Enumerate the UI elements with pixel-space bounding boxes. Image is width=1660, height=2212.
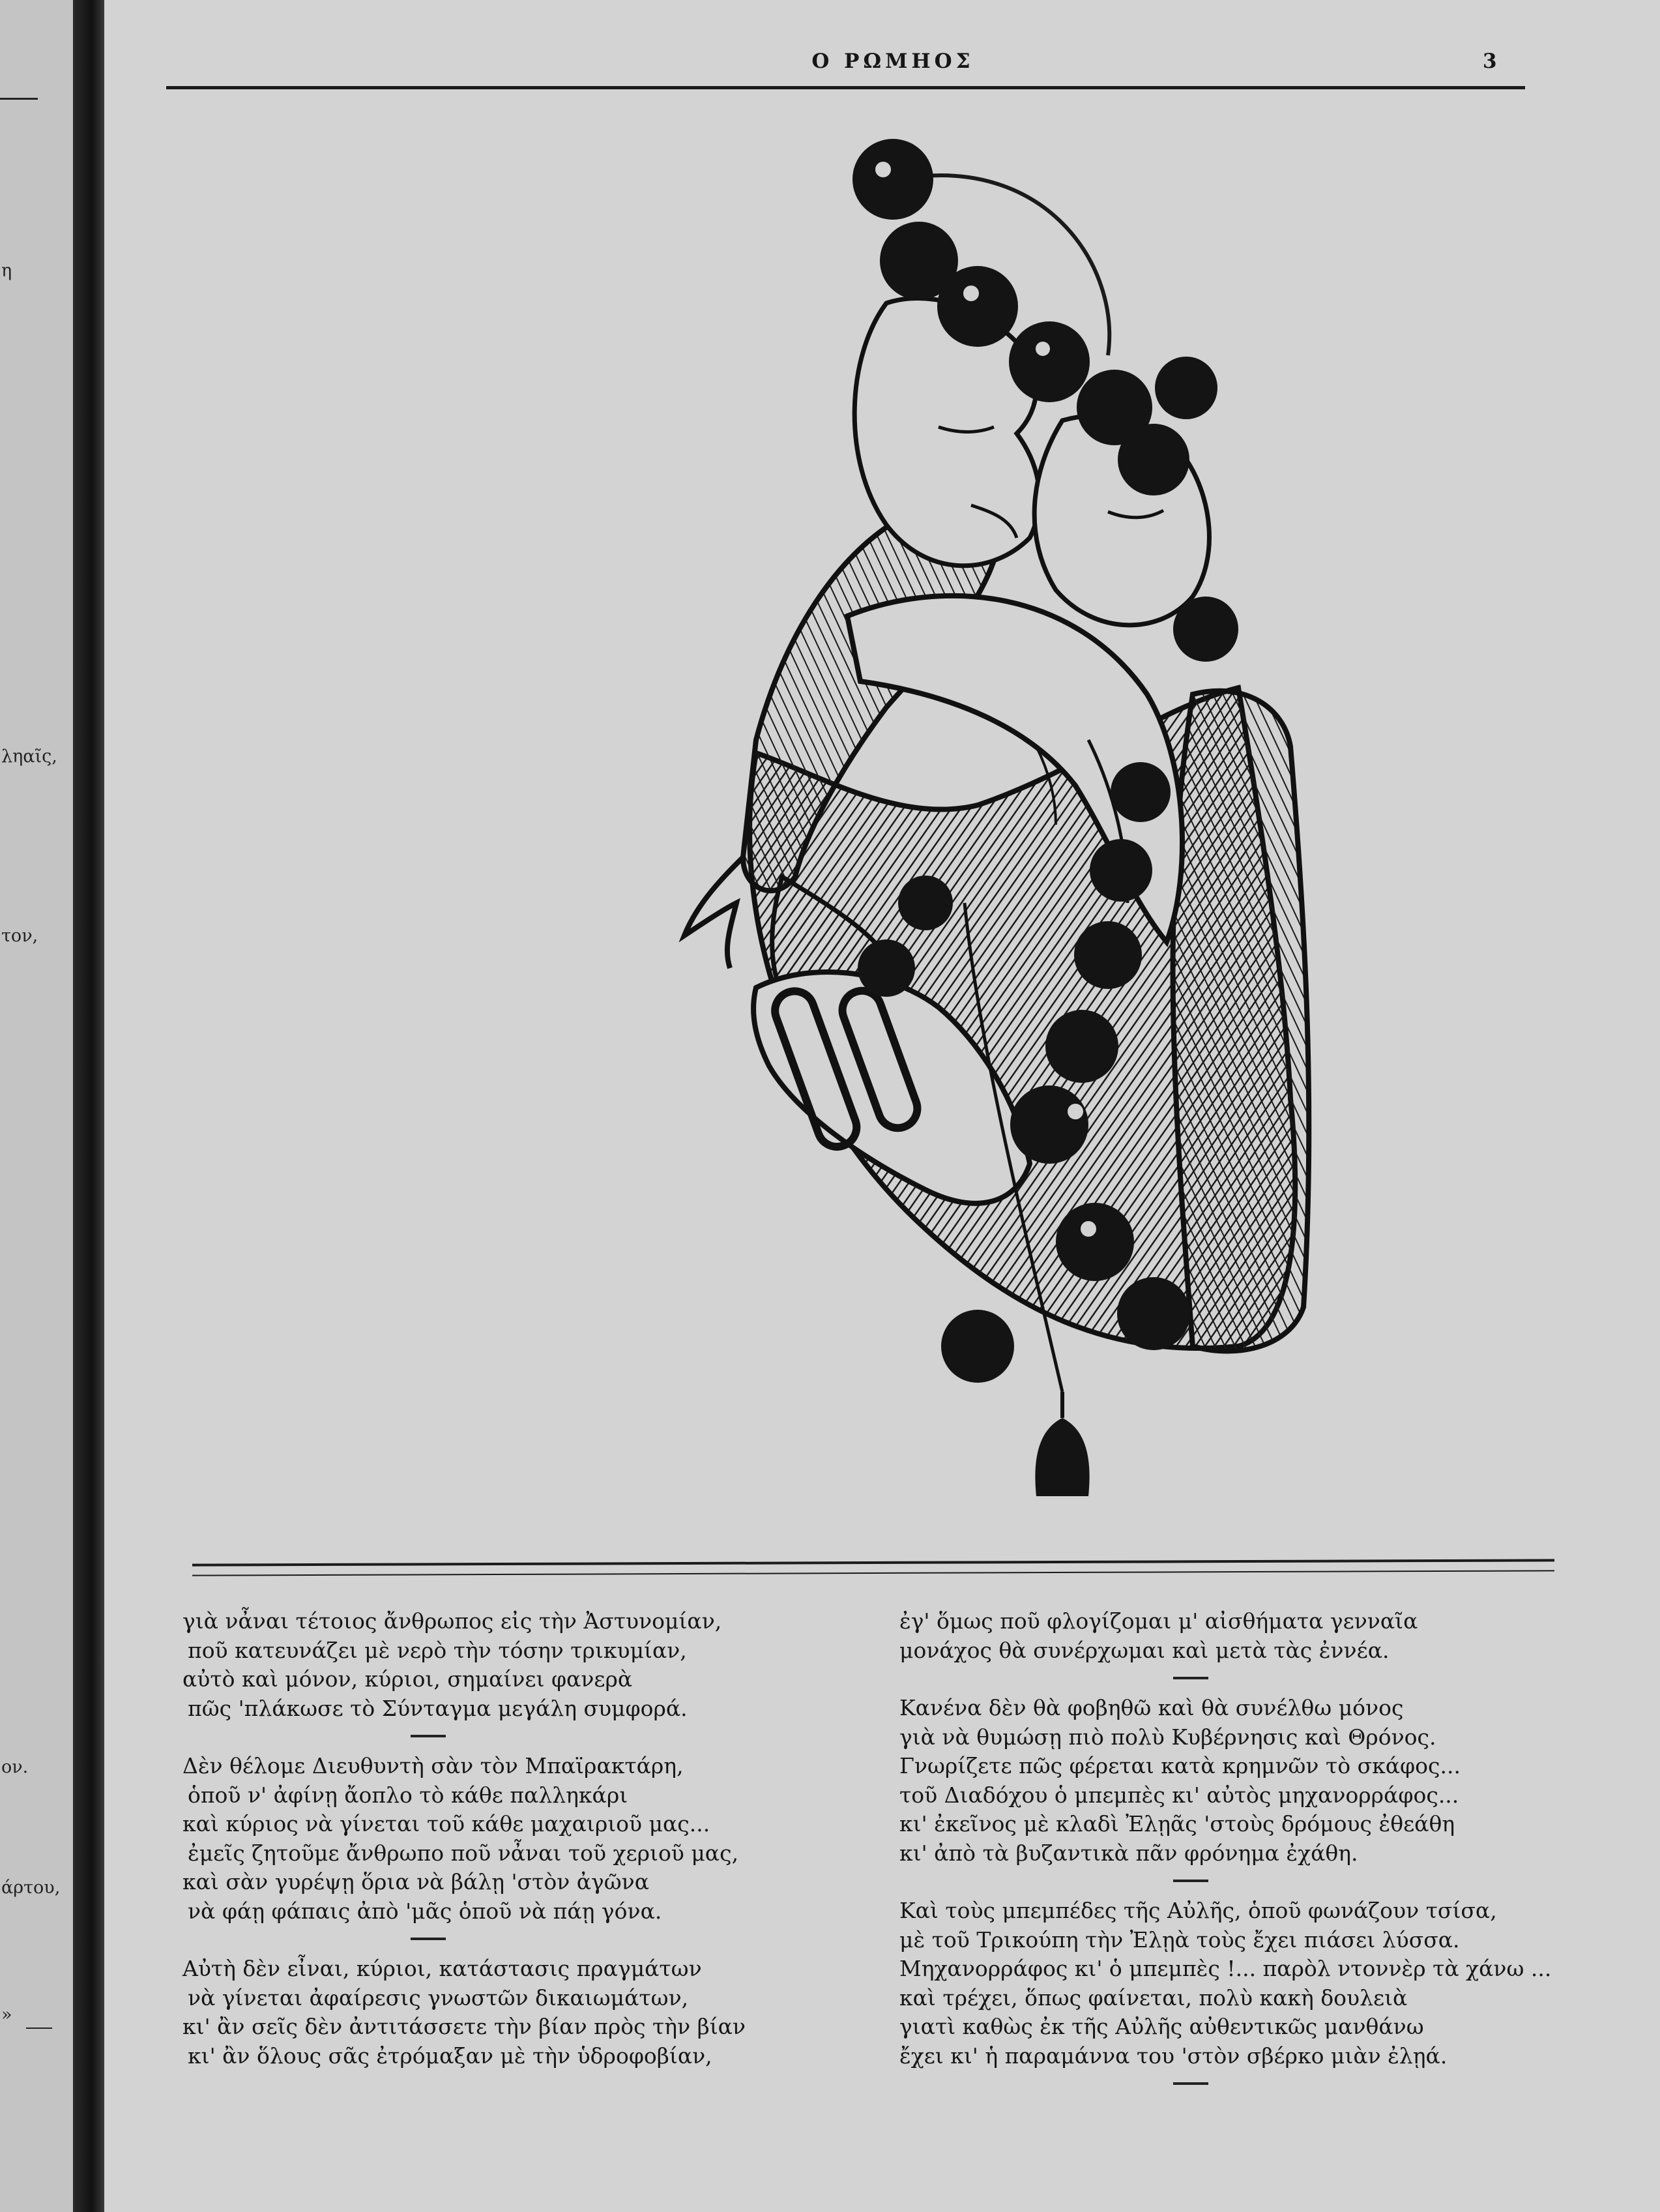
verse-line: καὶ τρέχει, ὅπως φαίνεται, πολὺ κακὴ δουλειὰ [899, 1984, 1408, 2011]
previous-page-rule [0, 98, 38, 100]
verse-line: Κανένα δὲν θὰ φοβηθῶ καὶ θὰ συνέλθω μόνος [899, 1695, 1404, 1720]
stanza-divider [1173, 1880, 1208, 1882]
verse-line: γιατὶ καθὼς ἐκ τῆς Αὐλῆς αὐθεντικῶς μανθάνω [899, 2014, 1424, 2039]
stanza [899, 1896, 1551, 2071]
poem-column-right [899, 1607, 1551, 2099]
verse-line: αὐτὸ καὶ μόνον, κύριοι, σημαίνει φανερὰ [182, 1666, 633, 1692]
verse-line: καὶ σὰν γυρέψῃ ὅρια νὰ βάλῃ 'στὸν ἀγῶνα [182, 1869, 650, 1895]
previous-page-fragment: » [1, 2005, 12, 2025]
poem-column-left [182, 1607, 834, 2071]
verse-line: κι' ἂν σεῖς δὲν ἀντιτάσσετε τὴν βίαν πρὸς τὴν βίαν [182, 2014, 746, 2039]
stanza [899, 1694, 1551, 1868]
header-rule [166, 86, 1525, 89]
previous-page-fragment: άρτου, [1, 1878, 61, 1898]
verse-line: νὰ γίνεται ἀφαίρεσις γνωστῶν δικαιωμάτων, [188, 1984, 689, 2011]
page-number: 3 [1483, 50, 1497, 73]
verse-line: γιὰ νἆναι τέτοιος ἄνθρωπος εἰς τὴν Ἀστυνομίαν, [182, 1608, 722, 1634]
stanza [182, 1954, 834, 2071]
stanza [899, 1607, 1551, 1665]
stanza-divider [411, 1735, 446, 1737]
verse-line: γιὰ νὰ θυμώσῃ πιὸ πολὺ Κυβέρνησις καὶ Θρόνος. [899, 1724, 1436, 1750]
verse-line: ὁποῦ ν' ἀφίνῃ ἄοπλο τὸ κάθε παλληκάρι [188, 1782, 628, 1808]
verse-line: ἔχει κι' ἡ παραμάννα του 'στὸν σβέρκο μιὰν ἐλῃά. [899, 2042, 1448, 2069]
section-rule-top [192, 1559, 1554, 1566]
verse-line: ποῦ κατευνάζει μὲ νερὸ τὴν τόσην τρικυμίαν, [188, 1637, 687, 1663]
previous-page-fragment: ληαῖς, [1, 746, 57, 767]
page-title: Ο ΡΩΜΗΟΣ [811, 50, 974, 73]
verse-line: ἐμεῖς ζητοῦμε ἄνθρωπο ποῦ νἆναι τοῦ χεριοῦ μας, [188, 1840, 739, 1866]
verse-line: κι' ἂν ὅλους σᾶς ἐτρόμαξαν μὲ τὴν ὑδροφοβίαν, [188, 2042, 712, 2069]
previous-page-rule [26, 2028, 52, 2029]
woodcut-caricature-icon [391, 121, 1460, 1522]
previous-page-edge [0, 0, 73, 2212]
previous-page-fragment: η [1, 261, 12, 281]
verse-line: νὰ φάῃ φάπαις ἀπὸ 'μᾶς ὁποῦ νὰ πάῃ γόνα. [188, 1898, 662, 1924]
verse-line: κι' ἀπὸ τὰ βυζαντικὰ πᾶν φρόνημα ἐχάθη. [899, 1840, 1358, 1866]
previous-page-fragment: τον, [1, 926, 38, 946]
newspaper-page [104, 0, 1660, 2212]
verse-line: πῶς 'πλάκωσε τὸ Σύνταγμα μεγάλη συμφορά. [188, 1695, 688, 1721]
verse-line: καὶ κύριος νὰ γίνεται τοῦ κάθε μαχαιριοῦ μας... [182, 1811, 710, 1836]
verse-line: Γνωρίζετε πῶς φέρεται κατὰ κρημνῶν τὸ σκάφος... [899, 1753, 1461, 1778]
stanza [182, 1607, 834, 1723]
verse-line: Μηχανορράφος κι' ὁ μπεμπὲς !... παρὸλ ντοννὲρ τὰ χάνω ... [899, 1956, 1552, 1981]
verse-line: ἐγ' ὅμως ποῦ φλογίζομαι μ' αἰσθήματα γενναῖα [899, 1608, 1418, 1634]
verse-line: Δὲν θέλομε Διευθυντὴ σὰν τὸν Μπαϊρακτάρη, [182, 1753, 684, 1778]
verse-line: κι' ἐκεῖνος μὲ κλαδὶ Ἐλῃᾶς 'στοὺς δρόμους ἐθεάθη [899, 1811, 1455, 1836]
stanza-divider [1173, 2082, 1208, 2085]
section-rule-bottom [192, 1570, 1554, 1576]
stanza-divider [411, 1938, 446, 1940]
stanza-divider [1173, 1677, 1208, 1679]
verse-line: μονάχος θὰ συνέρχωμαι καὶ μετὰ τὰς ἐννέα. [899, 1637, 1390, 1663]
verse-line: Αὐτὴ δὲν εἶναι, κύριοι, κατάστασις πραγμάτων [182, 1956, 702, 1981]
previous-page-fragment: ον. [1, 1757, 29, 1777]
binding-gutter [73, 0, 104, 2212]
verse-line: Καὶ τοὺς μπεμπέδες τῆς Αὐλῆς, ὁποῦ φωνάζουν τσίσα, [899, 1898, 1497, 1923]
stanza [182, 1752, 834, 1926]
verse-line: τοῦ Διαδόχου ὁ μπεμπὲς κι' αὐτὸς μηχανορράφος... [899, 1782, 1459, 1808]
verse-line: μὲ τοῦ Τρικούπη τὴν Ἐλῃὰ τοὺς ἔχει πιάσει λύσσα. [899, 1926, 1460, 1953]
